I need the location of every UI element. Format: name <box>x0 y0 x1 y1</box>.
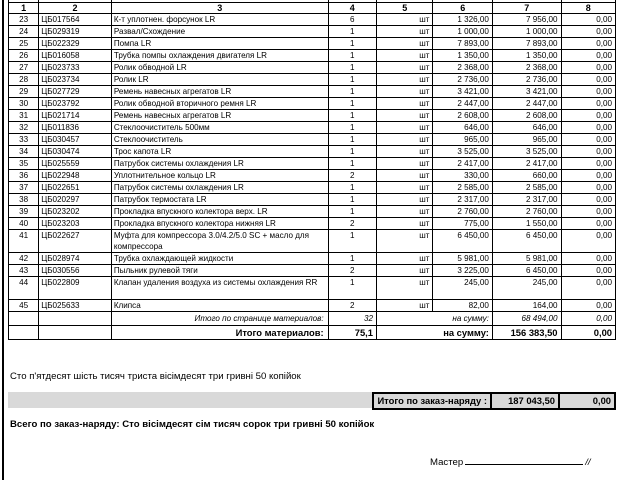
table-row <box>9 253 616 265</box>
row-price: 5 981,00 <box>433 253 492 265</box>
row-sum: 2 368,00 <box>492 62 561 74</box>
row-price: 2 368,00 <box>433 62 492 74</box>
row-name: Ремень навесных агрегатов LR <box>111 86 328 98</box>
materials-table-container <box>8 0 616 340</box>
row-price: 775,00 <box>433 218 492 230</box>
table-row <box>9 158 616 170</box>
row-price: 2 760,00 <box>433 206 492 218</box>
row-unit: шт <box>377 134 433 146</box>
row-article: ЦБ030556 <box>39 265 112 277</box>
row-price: 2 317,00 <box>433 194 492 206</box>
row-name: Прокладка впускного колектора нижняя LR <box>111 218 328 230</box>
table-row <box>9 134 616 146</box>
row-number: 39 <box>9 206 39 218</box>
page-total-label: Итого по странице материалов: <box>111 312 328 326</box>
row-discount: 0,00 <box>561 50 616 62</box>
row-name: Стеклоочиститель 500мм <box>111 122 328 134</box>
row-price: 330,00 <box>433 170 492 182</box>
row-discount: 0,00 <box>561 194 616 206</box>
row-number: 34 <box>9 146 39 158</box>
row-discount: 0,00 <box>561 122 616 134</box>
row-sum: 965,00 <box>492 134 561 146</box>
row-qty: 1 <box>328 74 376 86</box>
row-qty: 1 <box>328 146 376 158</box>
table-row <box>9 38 616 50</box>
row-name: Патрубок термостата LR <box>111 194 328 206</box>
row-sum: 646,00 <box>492 122 561 134</box>
row-sum: 2 736,00 <box>492 74 561 86</box>
column-number-1: 1 <box>9 3 39 14</box>
row-article: ЦБ022809 <box>39 277 112 300</box>
column-number-row <box>9 3 616 14</box>
materials-total-discount: 0,00 <box>561 326 616 340</box>
table-row <box>9 98 616 110</box>
column-number-7: 7 <box>492 3 561 14</box>
row-article: ЦБ022651 <box>39 182 112 194</box>
row-sum: 660,00 <box>492 170 561 182</box>
row-sum: 2 447,00 <box>492 98 561 110</box>
row-sum: 2 317,00 <box>492 194 561 206</box>
table-row <box>9 86 616 98</box>
row-unit: шт <box>377 50 433 62</box>
table-row <box>9 194 616 206</box>
row-name: Муфта для компрессора 3.0/4.2/5.0 SC + масло для компрессора <box>111 230 328 253</box>
row-sum: 6 450,00 <box>492 230 561 253</box>
row-qty: 2 <box>328 300 376 312</box>
row-discount: 0,00 <box>561 218 616 230</box>
row-name: Стеклоочиститель <box>111 134 328 146</box>
row-article: ЦБ029319 <box>39 26 112 38</box>
row-unit: шт <box>377 170 433 182</box>
table-row <box>9 182 616 194</box>
row-unit: шт <box>377 74 433 86</box>
row-sum: 3 421,00 <box>492 86 561 98</box>
row-discount: 0,00 <box>561 206 616 218</box>
row-qty: 1 <box>328 62 376 74</box>
row-qty: 2 <box>328 218 376 230</box>
row-article: ЦБ023203 <box>39 218 112 230</box>
row-name: Развал/Схождение <box>111 26 328 38</box>
row-qty: 1 <box>328 86 376 98</box>
row-article: ЦБ020297 <box>39 194 112 206</box>
row-price: 646,00 <box>433 122 492 134</box>
order-total-table <box>372 392 616 410</box>
row-qty: 2 <box>328 170 376 182</box>
row-number: 32 <box>9 122 39 134</box>
row-qty: 1 <box>328 194 376 206</box>
row-price: 245,00 <box>433 277 492 300</box>
row-price: 6 450,00 <box>433 230 492 253</box>
page-total-sum-label: на сумму: <box>377 312 493 326</box>
row-discount: 0,00 <box>561 170 616 182</box>
row-price: 1 000,00 <box>433 26 492 38</box>
row-sum: 164,00 <box>492 300 561 312</box>
row-unit: шт <box>377 182 433 194</box>
materials-table <box>8 0 616 340</box>
column-number-6: 6 <box>433 3 492 14</box>
table-row <box>9 170 616 182</box>
row-number: 40 <box>9 218 39 230</box>
row-unit: шт <box>377 26 433 38</box>
row-discount: 0,00 <box>561 230 616 253</box>
row-name: Помпа LR <box>111 38 328 50</box>
row-article: ЦБ016058 <box>39 50 112 62</box>
row-price: 1 326,00 <box>433 14 492 26</box>
row-unit: шт <box>377 194 433 206</box>
row-number: 26 <box>9 50 39 62</box>
signature-line[interactable] <box>465 455 583 465</box>
row-qty: 2 <box>328 265 376 277</box>
row-price: 1 350,00 <box>433 50 492 62</box>
row-discount: 0,00 <box>561 14 616 26</box>
order-total-discount: 0,00 <box>559 393 615 409</box>
row-number: 30 <box>9 98 39 110</box>
row-discount: 0,00 <box>561 134 616 146</box>
row-sum: 2 417,00 <box>492 158 561 170</box>
table-row <box>9 218 616 230</box>
row-sum: 2 585,00 <box>492 182 561 194</box>
table-row <box>9 122 616 134</box>
page-total-sum: 68 494,00 <box>492 312 561 326</box>
row-unit: шт <box>377 62 433 74</box>
table-row <box>9 206 616 218</box>
table-row <box>9 74 616 86</box>
row-unit: шт <box>377 300 433 312</box>
row-unit: шт <box>377 38 433 50</box>
column-number-2: 2 <box>39 3 112 14</box>
row-name: Ролик обводной LR <box>111 62 328 74</box>
row-name: Трубка помпы охлаждения двигателя LR <box>111 50 328 62</box>
row-unit: шт <box>377 14 433 26</box>
materials-total-spacer-1 <box>9 326 39 340</box>
row-discount: 0,00 <box>561 182 616 194</box>
materials-total-spacer-2 <box>39 326 112 340</box>
row-price: 3 525,00 <box>433 146 492 158</box>
row-name: Пыльник рулевой тяги <box>111 265 328 277</box>
table-row <box>9 265 616 277</box>
row-qty: 1 <box>328 110 376 122</box>
row-sum: 7 956,00 <box>492 14 561 26</box>
row-discount: 0,00 <box>561 277 616 300</box>
page-left-border <box>2 0 4 480</box>
row-name: Ремень навесных агрегатов LR <box>111 110 328 122</box>
row-qty: 1 <box>328 277 376 300</box>
row-name: Трос капота LR <box>111 146 328 158</box>
row-article: ЦБ023202 <box>39 206 112 218</box>
row-discount: 0,00 <box>561 86 616 98</box>
row-name: Клапан удаления воздуха из системы охлаждения RR <box>111 277 328 300</box>
row-article: ЦБ027729 <box>39 86 112 98</box>
table-row <box>9 26 616 38</box>
row-qty: 6 <box>328 14 376 26</box>
row-article: ЦБ022329 <box>39 38 112 50</box>
table-row <box>9 110 616 122</box>
row-price: 2 736,00 <box>433 74 492 86</box>
row-article: ЦБ017564 <box>39 14 112 26</box>
row-discount: 0,00 <box>561 62 616 74</box>
table-row <box>9 230 616 253</box>
row-price: 2 608,00 <box>433 110 492 122</box>
column-number-8: 8 <box>561 3 616 14</box>
row-price: 7 893,00 <box>433 38 492 50</box>
row-unit: шт <box>377 110 433 122</box>
row-number: 44 <box>9 277 39 300</box>
row-number: 25 <box>9 38 39 50</box>
materials-total-row <box>9 326 616 340</box>
materials-total-sum-label: на сумму: <box>377 326 493 340</box>
signature-slash: // <box>585 457 591 468</box>
table-row <box>9 62 616 74</box>
page-total-qty: 32 <box>328 312 376 326</box>
row-qty: 1 <box>328 26 376 38</box>
order-total-value: 187 043,50 <box>491 393 559 409</box>
row-sum: 1 350,00 <box>492 50 561 62</box>
row-price: 3 421,00 <box>433 86 492 98</box>
row-number: 31 <box>9 110 39 122</box>
row-article: ЦБ011836 <box>39 122 112 134</box>
row-price: 3 225,00 <box>433 265 492 277</box>
row-number: 33 <box>9 134 39 146</box>
row-number: 45 <box>9 300 39 312</box>
row-price: 2 417,00 <box>433 158 492 170</box>
column-number-4: 4 <box>328 3 376 14</box>
row-article: ЦБ030457 <box>39 134 112 146</box>
row-price: 82,00 <box>433 300 492 312</box>
row-name: Патрубок системы охлаждения LR <box>111 182 328 194</box>
row-discount: 0,00 <box>561 253 616 265</box>
order-total-section <box>8 392 616 408</box>
row-article: ЦБ021714 <box>39 110 112 122</box>
row-article: ЦБ023733 <box>39 62 112 74</box>
row-article: ЦБ023792 <box>39 98 112 110</box>
column-number-3: 3 <box>111 3 328 14</box>
row-discount: 0,00 <box>561 26 616 38</box>
materials-total-qty: 75,1 <box>328 326 376 340</box>
row-unit: шт <box>377 146 433 158</box>
row-unit: шт <box>377 218 433 230</box>
row-name: Патрубок системы охлаждения LR <box>111 158 328 170</box>
row-number: 28 <box>9 74 39 86</box>
order-amount-in-words: Всего по заказ-наряду: Сто вісімдесят сім тисяч сорок три гривні 50 копійок <box>10 419 375 430</box>
row-sum: 5 981,00 <box>492 253 561 265</box>
row-unit: шт <box>377 98 433 110</box>
materials-total-sum: 156 383,50 <box>492 326 561 340</box>
row-qty: 1 <box>328 134 376 146</box>
page-total-row <box>9 312 616 326</box>
row-qty: 1 <box>328 98 376 110</box>
row-number: 43 <box>9 265 39 277</box>
table-row <box>9 277 616 300</box>
row-name: Ролик LR <box>111 74 328 86</box>
row-discount: 0,00 <box>561 110 616 122</box>
row-article: ЦБ022948 <box>39 170 112 182</box>
order-total-label: Итого по заказ-наряду : <box>373 393 491 409</box>
row-qty: 1 <box>328 253 376 265</box>
row-discount: 0,00 <box>561 158 616 170</box>
row-sum: 2 608,00 <box>492 110 561 122</box>
row-sum: 2 760,00 <box>492 206 561 218</box>
row-discount: 0,00 <box>561 74 616 86</box>
row-article: ЦБ030474 <box>39 146 112 158</box>
table-row <box>9 300 616 312</box>
signature-block <box>430 455 591 468</box>
row-qty: 1 <box>328 158 376 170</box>
table-row <box>9 50 616 62</box>
row-sum: 1 550,00 <box>492 218 561 230</box>
row-name: Трубка охлаждающей жидкости <box>111 253 328 265</box>
row-number: 37 <box>9 182 39 194</box>
page-total-spacer-2 <box>39 312 112 326</box>
row-price: 965,00 <box>433 134 492 146</box>
materials-amount-in-words: Сто п'ятдесят шість тисяч триста вісімдесят три гривні 50 копійок <box>10 371 301 382</box>
table-row <box>9 146 616 158</box>
row-number: 27 <box>9 62 39 74</box>
row-sum: 7 893,00 <box>492 38 561 50</box>
row-article: ЦБ023734 <box>39 74 112 86</box>
row-unit: шт <box>377 277 433 300</box>
row-article: ЦБ025633 <box>39 300 112 312</box>
row-discount: 0,00 <box>561 300 616 312</box>
row-price: 2 447,00 <box>433 98 492 110</box>
row-name: Ролик обводной вторичного ремня LR <box>111 98 328 110</box>
row-article: ЦБ022627 <box>39 230 112 253</box>
row-discount: 0,00 <box>561 265 616 277</box>
row-qty: 1 <box>328 230 376 253</box>
row-number: 42 <box>9 253 39 265</box>
row-number: 41 <box>9 230 39 253</box>
materials-total-label: Итого материалов: <box>111 326 328 340</box>
row-qty: 1 <box>328 122 376 134</box>
row-number: 24 <box>9 26 39 38</box>
row-unit: шт <box>377 265 433 277</box>
page-total-spacer-1 <box>9 312 39 326</box>
row-unit: шт <box>377 122 433 134</box>
table-row <box>9 14 616 26</box>
row-discount: 0,00 <box>561 146 616 158</box>
row-name: Уплотнительное кольцо LR <box>111 170 328 182</box>
signature-label: Мастер <box>430 457 464 468</box>
row-sum: 6 450,00 <box>492 265 561 277</box>
totals-section <box>9 312 616 340</box>
row-qty: 1 <box>328 50 376 62</box>
row-number: 38 <box>9 194 39 206</box>
row-sum: 1 000,00 <box>492 26 561 38</box>
row-name: Клипса <box>111 300 328 312</box>
row-number: 23 <box>9 14 39 26</box>
row-unit: шт <box>377 158 433 170</box>
row-name: Прокладка впускного колектора верх. LR <box>111 206 328 218</box>
row-number: 35 <box>9 158 39 170</box>
row-name: К-т уплотнен. форсунок LR <box>111 14 328 26</box>
row-unit: шт <box>377 253 433 265</box>
row-number: 36 <box>9 170 39 182</box>
row-qty: 1 <box>328 206 376 218</box>
page-total-discount: 0,00 <box>561 312 616 326</box>
row-article: ЦБ025559 <box>39 158 112 170</box>
row-discount: 0,00 <box>561 98 616 110</box>
row-unit: шт <box>377 206 433 218</box>
column-number-5: 5 <box>377 3 433 14</box>
order-total-row <box>373 393 615 409</box>
row-unit: шт <box>377 230 433 253</box>
row-discount: 0,00 <box>561 38 616 50</box>
row-price: 2 585,00 <box>433 182 492 194</box>
row-qty: 1 <box>328 182 376 194</box>
row-qty: 1 <box>328 38 376 50</box>
row-article: ЦБ028974 <box>39 253 112 265</box>
row-sum: 3 525,00 <box>492 146 561 158</box>
row-unit: шт <box>377 86 433 98</box>
row-sum: 245,00 <box>492 277 561 300</box>
row-number: 29 <box>9 86 39 98</box>
